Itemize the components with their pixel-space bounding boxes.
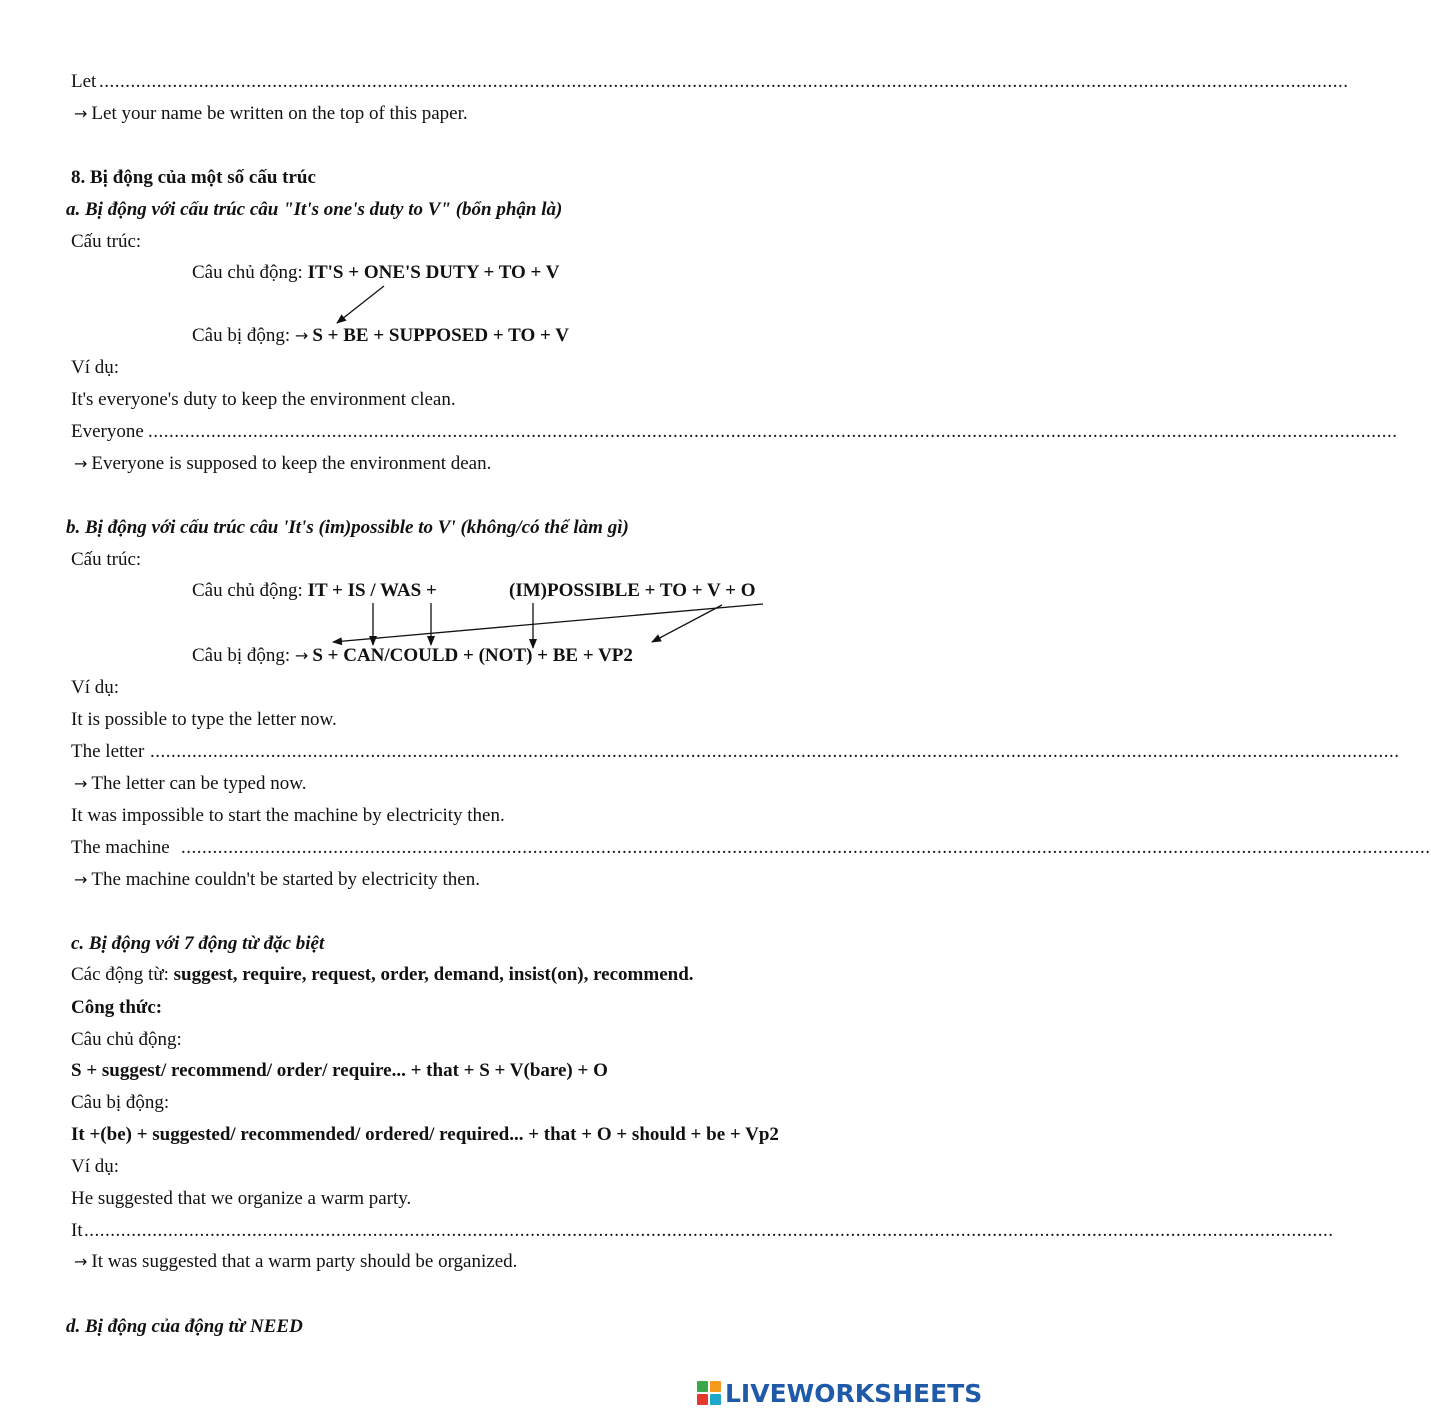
fill-line-letter: The letter bbox=[71, 741, 145, 762]
answer-blank-1[interactable]: .............................................................................................................................................................................................................................................. bbox=[99, 71, 1349, 92]
answer-line-3: → The letter can be typed now. bbox=[74, 773, 307, 794]
logo-text: LIVEWORKSHEETS bbox=[725, 1378, 983, 1408]
passive-label: Câu bị động: bbox=[71, 1092, 170, 1113]
arrow-v-to-vp2 bbox=[652, 605, 722, 642]
example-label: Ví dụ: bbox=[71, 357, 120, 378]
active-formula-b-tail: (IM)POSSIBLE + TO + V + O bbox=[509, 580, 756, 601]
answer-blank-4[interactable]: .............................................................................................................................................................................................................................................. bbox=[181, 837, 1431, 858]
structure-label: Cấu trúc: bbox=[71, 231, 142, 252]
active-label: Câu chủ động: bbox=[71, 1029, 182, 1050]
subsection-heading-d: d. Bị động của động từ NEED bbox=[66, 1316, 303, 1337]
active-formula-c: S + suggest/ recommend/ order/ require... + that + S + V(bare) + O bbox=[71, 1060, 608, 1081]
example-sentence: He suggested that we organize a warm party. bbox=[71, 1188, 412, 1209]
example-label: Ví dụ: bbox=[71, 677, 120, 698]
subsection-heading-a: a. Bị động với cấu trúc câu "It's one's duty to V" (bổn phận là) bbox=[66, 199, 563, 220]
fill-line-it: It bbox=[71, 1220, 83, 1241]
right-arrow-icon: → bbox=[294, 646, 309, 665]
right-arrow-icon: → bbox=[74, 1252, 88, 1271]
arrow-o-to-s bbox=[333, 604, 763, 642]
right-arrow-icon: → bbox=[294, 326, 309, 345]
answer-line-4: → The machine couldn't be started by electricity then. bbox=[74, 869, 480, 890]
right-arrow-icon: → bbox=[74, 870, 88, 889]
verb-list: Các động từ: suggest, require, request, order, demand, insist(on), recommend. bbox=[71, 964, 694, 985]
formula-label: Công thức: bbox=[71, 997, 163, 1018]
answer-line-5: → It was suggested that a warm party should be organized. bbox=[74, 1251, 518, 1272]
answer-line-2: → Everyone is supposed to keep the environment dean. bbox=[74, 453, 492, 474]
fill-line-prefix: Let bbox=[71, 71, 97, 92]
subsection-heading-b: b. Bị động với cấu trúc câu 'It's (im)possible to V' (không/có thể làm gì) bbox=[66, 517, 629, 538]
example-label: Ví dụ: bbox=[71, 1156, 120, 1177]
answer-blank-2[interactable]: .............................................................................................................................................................................................................................................. bbox=[148, 421, 1398, 442]
arrow-one-duty-to-s bbox=[337, 286, 384, 323]
right-arrow-icon: → bbox=[74, 454, 88, 473]
right-arrow-icon: → bbox=[74, 774, 88, 793]
active-formula-b: Câu chủ động: IT + IS / WAS + bbox=[192, 580, 437, 601]
liveworksheets-logo bbox=[697, 1378, 982, 1408]
logo-mark-icon bbox=[697, 1381, 721, 1405]
structure-label: Cấu trúc: bbox=[71, 549, 142, 570]
passive-formula-a: Câu bị động: → S + BE + SUPPOSED + TO + V bbox=[192, 325, 569, 346]
answer-blank-5[interactable]: .............................................................................................................................................................................................................................................. bbox=[84, 1220, 1334, 1241]
passive-formula-c: It +(be) + suggested/ recommended/ ordered/ required... + that + O + should + be + Vp2 bbox=[71, 1124, 779, 1145]
example-sentence: It was impossible to start the machine by electricity then. bbox=[71, 805, 505, 826]
right-arrow-icon: → bbox=[74, 104, 88, 123]
fill-line-machine: The machine bbox=[71, 837, 170, 858]
fill-line-everyone: Everyone bbox=[71, 421, 144, 442]
subsection-heading-c: c. Bị động với 7 động từ đặc biệt bbox=[71, 933, 325, 954]
example-sentence: It is possible to type the letter now. bbox=[71, 709, 337, 730]
answer-line-1: → Let your name be written on the top of this paper. bbox=[74, 103, 468, 124]
section-heading: 8. Bị động của một số cấu trúc bbox=[71, 167, 316, 188]
active-formula-a: Câu chủ động: IT'S + ONE'S DUTY + TO + V bbox=[192, 262, 560, 283]
passive-formula-b: Câu bị động: → S + CAN/COULD + (NOT) + BE + VP2 bbox=[192, 645, 633, 666]
example-sentence: It's everyone's duty to keep the environment clean. bbox=[71, 389, 456, 410]
answer-blank-3[interactable]: .............................................................................................................................................................................................................................................. bbox=[150, 741, 1400, 762]
fill-line-let bbox=[71, 70, 96, 94]
